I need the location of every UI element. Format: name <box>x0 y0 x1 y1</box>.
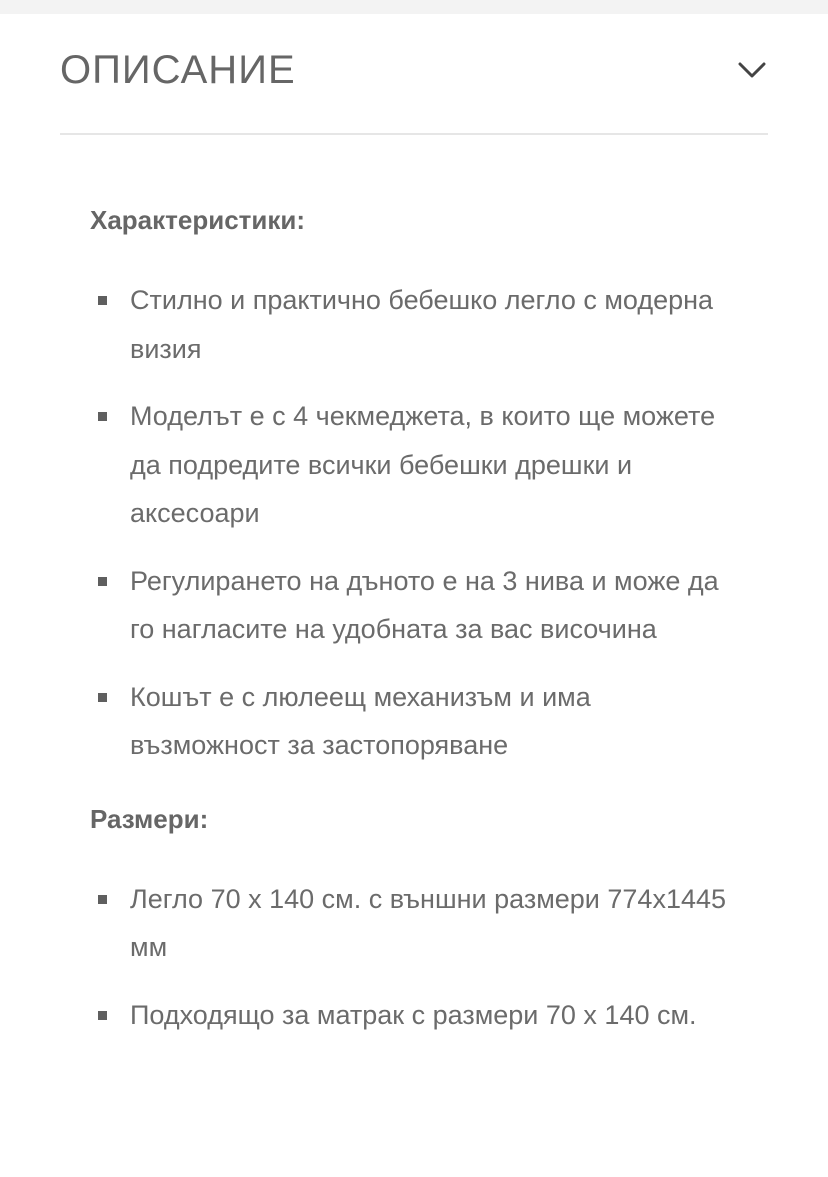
list-item <box>90 557 740 654</box>
accordion-divider <box>60 133 768 135</box>
list-item <box>90 392 740 538</box>
characteristics-list <box>90 276 740 770</box>
list-item-text: Подходящо за матрак с размери 70 х 140 см. <box>130 999 697 1030</box>
square-bullet-icon <box>98 895 107 904</box>
list-item <box>90 991 740 1040</box>
list-item-text: Легло 70 х 140 см. с външни размери 774х1445 мм <box>130 883 727 962</box>
square-bullet-icon <box>98 1011 107 1020</box>
list-item <box>90 673 740 770</box>
description-content <box>90 190 740 1058</box>
chevron-down-icon[interactable] <box>736 54 768 86</box>
square-bullet-icon <box>98 296 107 305</box>
list-item-text: Моделът е с 4 чекмеджета, в които ще можете да подредите всички бебешки дрешки и аксесоари <box>130 401 716 528</box>
list-item-text: Регулирането на дъното е на 3 нива и може да го нагласите на удобната за вас височина <box>130 565 719 644</box>
square-bullet-icon <box>98 693 107 702</box>
top-strip <box>0 0 828 14</box>
accordion-title: ОПИСАНИЕ <box>60 47 296 92</box>
square-bullet-icon <box>98 577 107 586</box>
square-bullet-icon <box>98 412 107 421</box>
sizes-list <box>90 875 740 1040</box>
list-item <box>90 276 740 373</box>
characteristics-heading: Характеристики: <box>90 205 306 235</box>
list-item-text: Стилно и практично бебешко легло с модерна визия <box>130 285 714 364</box>
list-item-text: Кошът е с люлеещ механизъм и има възможност за застопоряване <box>130 681 591 760</box>
sizes-heading: Размери: <box>90 803 209 834</box>
list-item <box>90 875 740 972</box>
description-accordion-header[interactable] <box>60 40 768 100</box>
